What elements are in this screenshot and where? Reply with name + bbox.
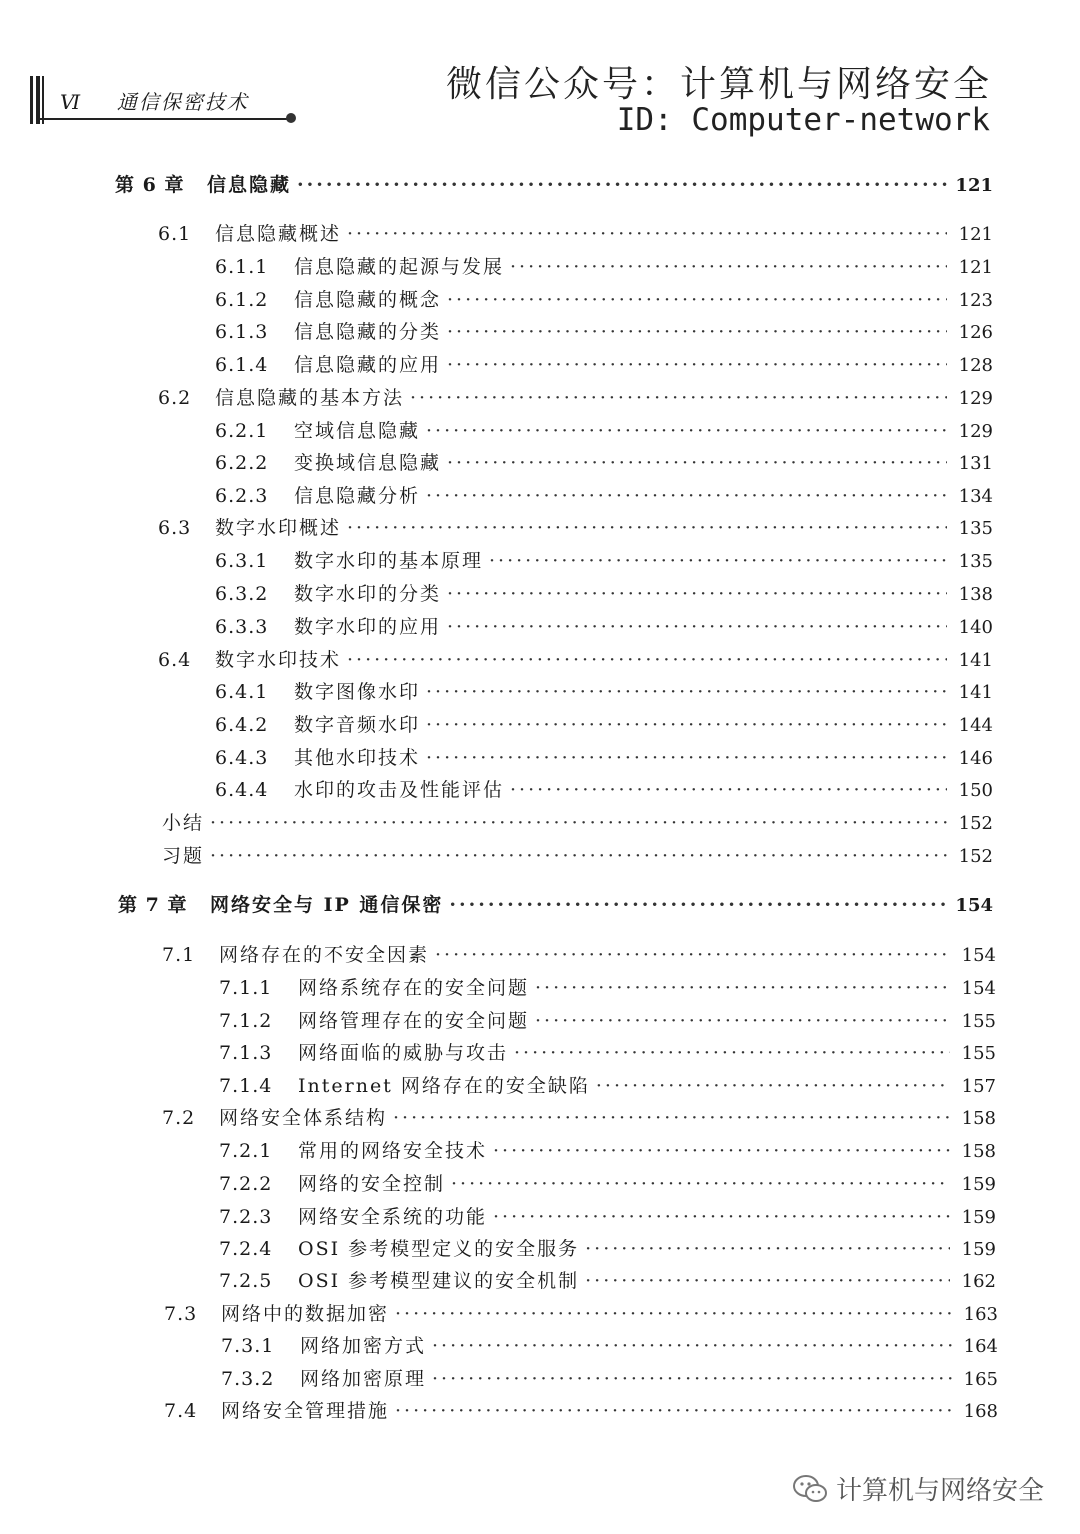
- toc-title: 水印的攻击及性能评估: [294, 779, 505, 801]
- leader-dots: [395, 1303, 952, 1325]
- toc-title: 数字水印概述: [215, 517, 342, 539]
- toc-number: 6.3: [158, 517, 192, 539]
- leader-dots: [447, 616, 947, 638]
- toc-page: 155: [961, 1011, 996, 1032]
- toc-entry[interactable]: [162, 808, 993, 835]
- toc-entry[interactable]: [219, 1202, 996, 1229]
- toc-title: 小结: [162, 812, 205, 834]
- toc-page: 134: [958, 486, 993, 507]
- header-ornament: [30, 76, 44, 124]
- toc-number: 6.3.1: [215, 550, 269, 572]
- leader-dots: [426, 420, 947, 442]
- footer-brand: 计算机与网络安全: [835, 1476, 1044, 1506]
- toc-entry[interactable]: [215, 775, 993, 802]
- toc-entry[interactable]: [164, 1299, 998, 1326]
- toc-page: 158: [961, 1141, 996, 1162]
- toc-page: 121: [958, 224, 993, 245]
- leader-dots: [447, 452, 947, 474]
- header-rule-dot: [286, 113, 296, 123]
- toc-number: 7.1.1: [219, 977, 273, 999]
- toc-page: 126: [958, 322, 993, 343]
- toc-entry[interactable]: [219, 973, 996, 1000]
- toc-title: 网络安全管理措施: [221, 1400, 390, 1422]
- leader-dots: [535, 977, 950, 999]
- header-page-number: Ⅵ: [60, 90, 83, 114]
- toc-number: 6.4.1: [215, 681, 269, 703]
- leader-dots: [447, 583, 947, 605]
- toc-title: 其他水印技术: [294, 747, 421, 769]
- toc-page: 152: [958, 813, 993, 834]
- toc-title: 数字图像水印: [294, 681, 421, 703]
- toc-entry[interactable]: [215, 481, 993, 508]
- toc-number: 6.1.1: [215, 256, 269, 278]
- toc-title: 网络加密原理: [300, 1368, 427, 1390]
- toc-number: 6.4.3: [215, 747, 269, 769]
- toc-page: 141: [958, 650, 993, 671]
- leader-dots: [449, 894, 947, 916]
- leader-dots: [535, 1010, 950, 1032]
- toc-entry[interactable]: [162, 1103, 996, 1130]
- toc-page: 150: [958, 780, 993, 801]
- toc-entry[interactable]: [219, 1136, 996, 1163]
- toc-title: 习题: [162, 845, 205, 867]
- toc-entry[interactable]: [219, 1038, 996, 1065]
- toc-number: 7.3.1: [221, 1335, 275, 1357]
- toc-number: 7.1: [162, 944, 196, 966]
- leader-dots: [426, 485, 947, 507]
- leader-dots: [426, 681, 947, 703]
- toc-title: 网络面临的威胁与攻击: [298, 1042, 509, 1064]
- toc-title: 数字水印的分类: [294, 583, 442, 605]
- toc-title: 信息隐藏的分类: [294, 321, 442, 343]
- toc-title: 网络安全体系结构: [219, 1107, 388, 1129]
- toc-number: 7.1.4: [219, 1075, 273, 1097]
- toc-entry[interactable]: [219, 1169, 996, 1196]
- toc-entry[interactable]: [219, 1234, 996, 1261]
- leader-dots: [447, 321, 947, 343]
- toc-number: 6.1.3: [215, 321, 269, 343]
- toc-page: 163: [963, 1304, 998, 1325]
- toc-entry[interactable]: [215, 579, 993, 606]
- toc-page: 154: [961, 945, 996, 966]
- toc-entry[interactable]: [215, 677, 993, 704]
- toc-entry[interactable]: [215, 252, 993, 279]
- leader-dots: [585, 1238, 950, 1260]
- toc-title: 信息隐藏的概念: [294, 289, 442, 311]
- toc-page: 155: [961, 1043, 996, 1064]
- toc-entry[interactable]: [115, 170, 993, 197]
- toc-entry[interactable]: [158, 219, 993, 246]
- leader-dots: [493, 1206, 950, 1228]
- toc-number: 6.2.1: [215, 420, 269, 442]
- toc-page: 121: [958, 257, 993, 278]
- leader-dots: [210, 812, 947, 834]
- toc-entry[interactable]: [118, 890, 993, 917]
- toc-entry[interactable]: [215, 285, 993, 312]
- toc-page: 121: [955, 175, 993, 196]
- toc-page: 135: [958, 518, 993, 539]
- toc-entry[interactable]: [158, 513, 993, 540]
- toc-number: 7.2.4: [219, 1238, 273, 1260]
- toc-entry[interactable]: [215, 743, 993, 770]
- toc-entry[interactable]: [215, 710, 993, 737]
- toc-number: 6.4: [158, 649, 192, 671]
- toc-page: 159: [961, 1174, 996, 1195]
- toc-page: 162: [961, 1271, 996, 1292]
- footer-watermark: [792, 1470, 1044, 1507]
- leader-dots: [447, 289, 947, 311]
- toc-title: 数字水印的基本原理: [294, 550, 484, 572]
- toc-entry[interactable]: [215, 546, 993, 573]
- toc-page: 159: [961, 1207, 996, 1228]
- toc-number: 7.4: [164, 1400, 198, 1422]
- leader-dots: [426, 714, 947, 736]
- header-rule: [40, 118, 290, 120]
- toc-title: 网络加密方式: [300, 1335, 427, 1357]
- toc-title: 网络系统存在的安全问题: [298, 977, 530, 999]
- toc-page: 135: [958, 551, 993, 572]
- toc-number: 6.4.2: [215, 714, 269, 736]
- leader-dots: [426, 747, 947, 769]
- toc-title: Internet 网络存在的安全缺陷: [298, 1075, 590, 1097]
- toc-entry[interactable]: [158, 645, 993, 672]
- toc-page: 138: [958, 584, 993, 605]
- leader-dots: [510, 256, 947, 278]
- toc-title: 信息隐藏的应用: [294, 354, 442, 376]
- leader-dots: [395, 1400, 952, 1422]
- toc-title: OSI 参考模型定义的安全服务: [298, 1238, 580, 1260]
- leader-dots: [297, 174, 947, 196]
- toc-title: 网络中的数据加密: [221, 1303, 390, 1325]
- leader-dots: [347, 223, 947, 245]
- leader-dots: [393, 1107, 950, 1129]
- toc-page: 152: [958, 846, 993, 867]
- toc-title: 网络的安全控制: [298, 1173, 446, 1195]
- toc-entry[interactable]: [162, 841, 993, 868]
- toc-page: 157: [961, 1076, 996, 1097]
- toc-page: 128: [958, 355, 993, 376]
- toc-entry[interactable]: [215, 612, 993, 639]
- toc-title: 数字水印技术: [215, 649, 342, 671]
- toc-title: 信息隐藏: [207, 174, 292, 196]
- toc-number: 6.2.3: [215, 485, 269, 507]
- toc-page: 140: [958, 617, 993, 638]
- toc-page: 144: [958, 715, 993, 736]
- toc-page: 159: [961, 1239, 996, 1260]
- toc-page: 146: [958, 748, 993, 769]
- toc-number: 7.1.2: [219, 1010, 273, 1032]
- toc-title: 信息隐藏的基本方法: [215, 387, 405, 409]
- toc-number: 6.4.4: [215, 779, 269, 801]
- leader-dots: [596, 1075, 950, 1097]
- watermark-title: 微信公众号：计算机与网络安全: [445, 64, 992, 105]
- leader-dots: [510, 779, 947, 801]
- leader-dots: [585, 1270, 950, 1292]
- toc-title: 常用的网络安全技术: [298, 1140, 488, 1162]
- leader-dots: [432, 1368, 952, 1390]
- toc-title: 数字音频水印: [294, 714, 421, 736]
- leader-dots: [210, 845, 947, 867]
- toc-page: 123: [958, 290, 993, 311]
- toc-title: 网络安全与 IP 通信保密: [210, 894, 444, 916]
- toc-number: 6.2: [158, 387, 192, 409]
- toc-number: 第 7 章: [118, 894, 188, 916]
- leader-dots: [514, 1042, 950, 1064]
- toc-entry[interactable]: [219, 1006, 996, 1033]
- toc-number: 7.2.1: [219, 1140, 273, 1162]
- toc-page: 154: [961, 978, 996, 999]
- toc-entry[interactable]: [162, 940, 996, 967]
- header-book-title: 通信保密技术: [116, 90, 249, 114]
- toc-number: 6.3.2: [215, 583, 269, 605]
- toc-page: 141: [958, 682, 993, 703]
- toc-number: 7.2: [162, 1107, 196, 1129]
- toc-title: 空域信息隐藏: [294, 420, 421, 442]
- toc-title: 信息隐藏分析: [294, 485, 421, 507]
- toc-title: 信息隐藏的起源与发展: [294, 256, 505, 278]
- toc-entry[interactable]: [158, 383, 993, 410]
- leader-dots: [347, 517, 947, 539]
- toc-number: 6.1.2: [215, 289, 269, 311]
- toc-title: OSI 参考模型建议的安全机制: [298, 1270, 580, 1292]
- toc-entry[interactable]: [215, 416, 993, 443]
- wechat-icon: [792, 1474, 828, 1504]
- toc-number: 第 6 章: [115, 174, 185, 196]
- leader-dots: [451, 1173, 950, 1195]
- toc-entry[interactable]: [221, 1331, 998, 1358]
- leader-dots: [447, 354, 947, 376]
- leader-dots: [489, 550, 947, 572]
- toc-title: 网络安全系统的功能: [298, 1206, 488, 1228]
- toc-page: 129: [958, 421, 993, 442]
- toc-number: 7.3: [164, 1303, 198, 1325]
- toc-entry[interactable]: [215, 317, 993, 344]
- toc-number: 6.1: [158, 223, 192, 245]
- toc-entry[interactable]: [215, 448, 993, 475]
- toc-page: 129: [958, 388, 993, 409]
- toc-entry[interactable]: [221, 1364, 998, 1391]
- toc-number: 7.3.2: [221, 1368, 275, 1390]
- toc-page: 131: [958, 453, 993, 474]
- toc-number: 6.1.4: [215, 354, 269, 376]
- leader-dots: [493, 1140, 950, 1162]
- toc-title: 变换域信息隐藏: [294, 452, 442, 474]
- toc-page: 164: [963, 1336, 998, 1357]
- toc-title: 网络管理存在的安全问题: [298, 1010, 530, 1032]
- leader-dots: [432, 1335, 952, 1357]
- toc-title: 数字水印的应用: [294, 616, 442, 638]
- toc-number: 7.2.2: [219, 1173, 273, 1195]
- toc-page: 154: [955, 895, 993, 916]
- toc-number: 7.2.5: [219, 1270, 273, 1292]
- toc-title: 网络存在的不安全因素: [219, 944, 430, 966]
- watermark-id: ID: Computer-network: [616, 102, 990, 138]
- toc-number: 6.2.2: [215, 452, 269, 474]
- toc-page: 158: [961, 1108, 996, 1129]
- toc-number: 7.2.3: [219, 1206, 273, 1228]
- leader-dots: [347, 649, 947, 671]
- leader-dots: [435, 944, 950, 966]
- toc-page: 165: [963, 1369, 998, 1390]
- toc-entry[interactable]: [164, 1396, 998, 1423]
- leader-dots: [410, 387, 947, 409]
- toc-page: 168: [963, 1401, 998, 1422]
- toc-entry[interactable]: [215, 350, 993, 377]
- toc-entry[interactable]: [219, 1266, 996, 1293]
- running-header: [60, 86, 249, 115]
- toc-number: 6.3.3: [215, 616, 269, 638]
- toc-entry[interactable]: [219, 1071, 996, 1098]
- toc-number: 7.1.3: [219, 1042, 273, 1064]
- toc-title: 信息隐藏概述: [215, 223, 342, 245]
